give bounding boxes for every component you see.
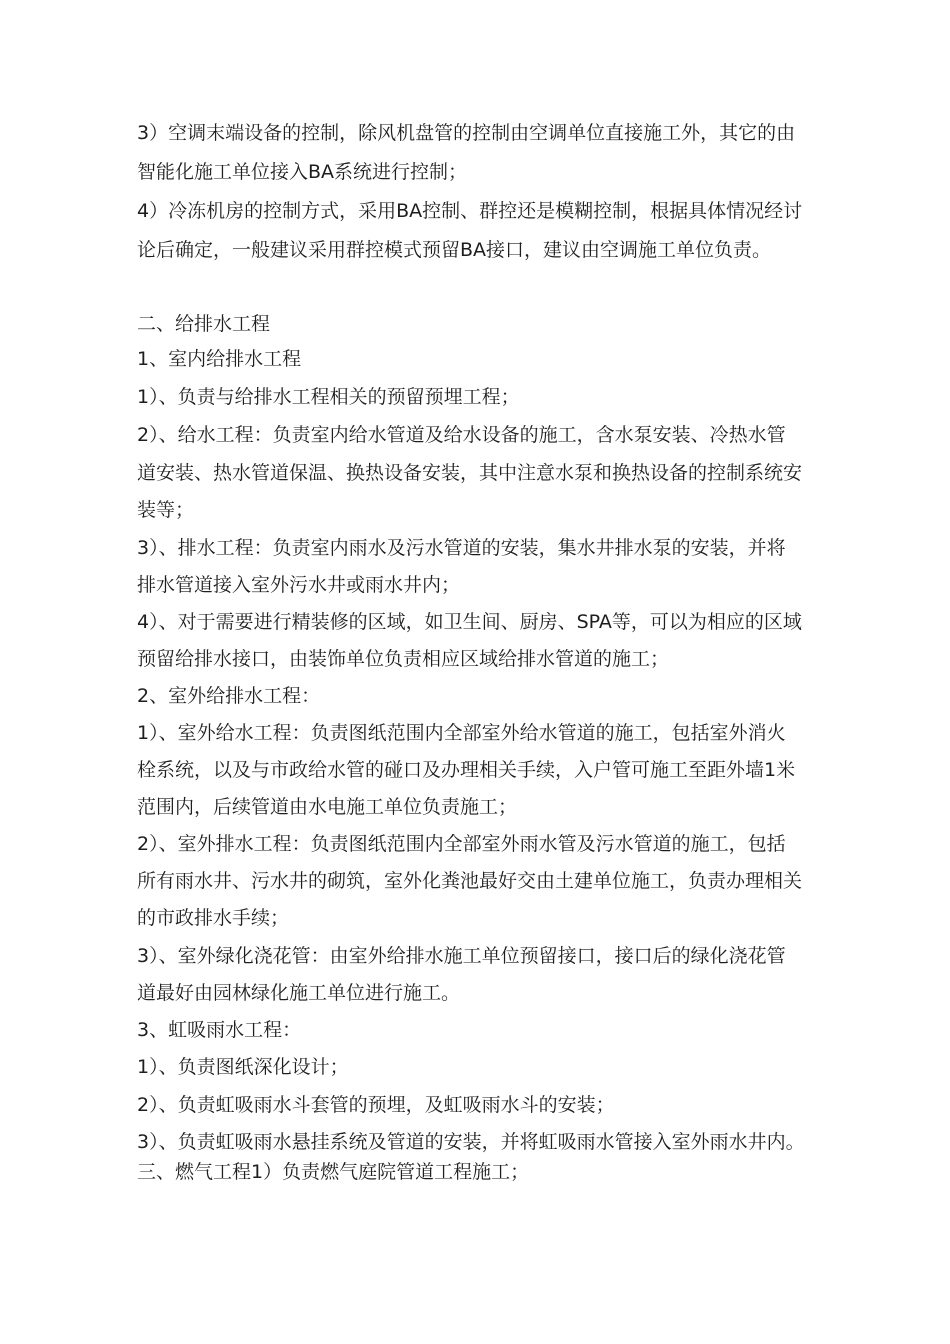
subsection-heading: 3、虹吸雨水工程： [137, 1019, 302, 1041]
text-line: 所有雨水井、污水井的砌筑，室外化粪池最好交由土建单位施工，负责办理相关 [137, 870, 803, 892]
text-line: 的市政排水手续； [137, 907, 290, 929]
text-line: 道最好由园林绿化施工单位进行施工。 [137, 982, 461, 1004]
text-line: 道安装、热水管道保温、换热设备安装，其中注意水泵和换热设备的控制系统安 [137, 462, 803, 484]
text-line: 4）、对于需要进行精装修的区域，如卫生间、厨房、SPA等，可以为相应的区域 [137, 611, 802, 633]
subsection-heading: 1、室内给排水工程 [137, 348, 302, 370]
subsection-heading: 2、室外给排水工程： [137, 685, 321, 707]
text-line: 智能化施工单位接入BA系统进行控制； [137, 161, 468, 183]
text-line: 3）、排水工程：负责室内雨水及污水管道的安装，集水井排水泵的安装，并将 [137, 537, 786, 559]
text-line: 排水管道接入室外污水井或雨水井内； [137, 574, 461, 596]
text-line: 论后确定，一般建议采用群控模式预留BA接口，建议由空调施工单位负责。 [137, 239, 772, 261]
text-line: 装等； [137, 499, 195, 521]
text-line: 1）、负责与给排水工程相关的预留预埋工程； [137, 386, 520, 408]
text-line: 2）、给水工程：负责室内给水管道及给水设备的施工，含水泵安装、冷热水管 [137, 424, 786, 446]
text-line: 栓系统，以及与市政给水管的碰口及办理相关手续，入户管可施工至距外墙1米 [137, 759, 796, 781]
text-line: 2）、室外排水工程：负责图纸范围内全部室外雨水管及污水管道的施工，包括 [137, 833, 786, 855]
text-line: 1）、室外给水工程：负责图纸范围内全部室外给水管道的施工，包括室外消火 [137, 722, 786, 744]
section-heading: 二、给排水工程 [137, 313, 271, 335]
text-line: 预留给排水接口，由装饰单位负责相应区域给排水管道的施工； [137, 648, 670, 670]
text-line: 4）冷冻机房的控制方式，采用BA控制、群控还是模糊控制，根据具体情况经讨 [137, 200, 803, 222]
text-line: 3）空调末端设备的控制，除风机盘管的控制由空调单位直接施工外，其它的由 [137, 122, 796, 144]
section-heading: 三、燃气工程1）负责燃气庭院管道工程施工； [137, 1161, 530, 1183]
text-line: 1）、负责图纸深化设计； [137, 1056, 349, 1078]
text-line: 3）、负责虹吸雨水悬挂系统及管道的安装，并将虹吸雨水管接入室外雨水井内。 [137, 1131, 805, 1153]
text-line: 3）、室外绿化浇花管：由室外给排水施工单位预留接口，接口后的绿化浇花管 [137, 945, 786, 967]
text-line: 2）、负责虹吸雨水斗套管的预埋，及虹吸雨水斗的安装； [137, 1094, 615, 1116]
text-line: 范围内，后续管道由水电施工单位负责施工； [137, 796, 518, 818]
